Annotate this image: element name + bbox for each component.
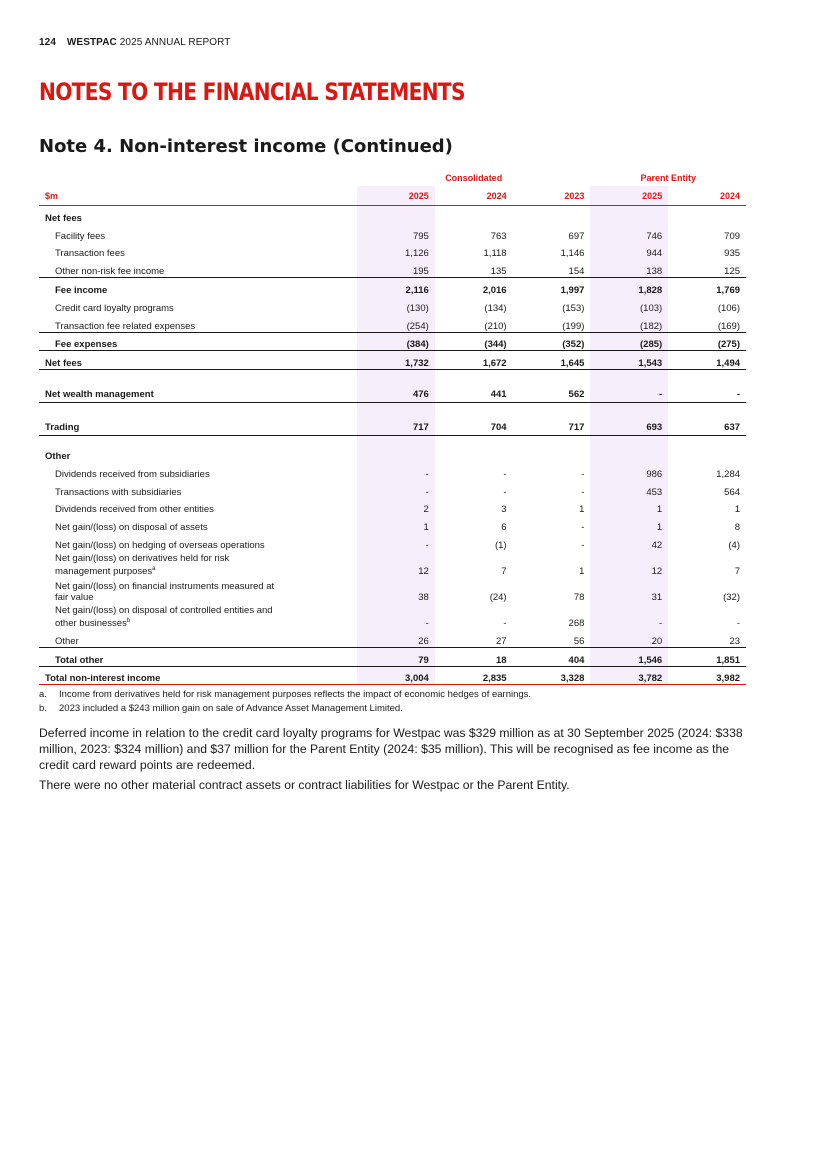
table-cell: -	[581, 522, 585, 534]
column-header: 2025	[357, 186, 435, 206]
body-paragraph: There were no other material contract assets or contract liabilities for Westpac or the Parent Entity.	[39, 778, 570, 792]
table-row-grand-total	[39, 666, 746, 685]
table-cell: 795	[357, 224, 435, 242]
table-cell: 12	[590, 551, 668, 577]
table-cell: 138	[590, 259, 668, 277]
row-label: Transaction fees	[55, 248, 125, 260]
table-cell: 7	[501, 565, 507, 577]
row-label	[39, 603, 357, 629]
table-cell: 1,732	[357, 351, 435, 370]
table-cell: (199)	[562, 320, 585, 332]
brand-name: WESTPAC	[66, 37, 117, 48]
table-cell: 3,328	[513, 666, 591, 685]
row-label: Credit card loyalty programs	[55, 302, 174, 314]
table-cell: 1,851	[668, 647, 746, 666]
table-cell: 1,146	[560, 248, 585, 260]
table-cell: 1	[579, 504, 585, 516]
table-cell: -	[503, 468, 507, 480]
table-cell: -	[581, 486, 585, 498]
table-cell: 27	[496, 635, 507, 647]
row-label-line: Net gain/(loss) on disposal of controlled entities and	[55, 604, 273, 616]
table-cell: 1,118	[483, 248, 507, 260]
table-cell: -	[581, 539, 585, 551]
footnote	[39, 702, 531, 716]
row-label: Net gain/(loss) on disposal of assets	[55, 522, 208, 534]
table-cell: 404	[513, 647, 591, 666]
table-row-total	[39, 351, 746, 370]
table-cell: 1	[357, 515, 435, 533]
table-cell: 944	[590, 242, 668, 260]
table-cell: (210)	[484, 320, 507, 332]
table-cell: 2	[357, 498, 435, 516]
table-cell: 1,284	[716, 468, 741, 480]
table-row	[39, 296, 746, 314]
row-label: Other	[45, 450, 71, 462]
table-cell: (32)	[723, 591, 741, 603]
table-cell: (134)	[484, 302, 507, 314]
table-row	[39, 314, 746, 332]
table-cell: (352)	[513, 332, 591, 351]
table-cell: (254)	[357, 314, 435, 332]
table-cell: 717	[513, 411, 591, 436]
table-cell: (384)	[357, 332, 435, 351]
row-label: Transaction fee related expenses	[55, 320, 196, 332]
table-cell: -	[581, 468, 585, 480]
table-row-total	[39, 411, 746, 436]
table-row-subtotal	[39, 332, 746, 351]
footnote-letter: b.	[39, 703, 47, 714]
table-row	[39, 206, 746, 224]
row-label-line: fair value	[55, 591, 94, 603]
group-header-consolidated: Consolidated	[445, 173, 503, 183]
table-cell: -	[668, 378, 746, 403]
footnotes	[39, 688, 531, 716]
table-row-subtotal	[39, 278, 746, 296]
table-cell: 564	[724, 486, 741, 498]
page-header	[39, 37, 231, 48]
row-label: Other	[55, 635, 79, 647]
row-label: Dividends received from subsidiaries	[55, 468, 210, 480]
table-cell: 704	[435, 411, 513, 436]
footnote-letter: a.	[39, 689, 47, 700]
table-cell: 38	[357, 577, 435, 603]
table-row	[39, 444, 746, 462]
table-row	[39, 603, 746, 629]
column-header: 2023	[513, 186, 591, 206]
row-label: Net gain/(loss) on hedging of overseas operations	[55, 539, 265, 551]
table-cell: 697	[568, 230, 585, 242]
row-label	[39, 577, 357, 603]
report-name: 2025 ANNUAL REPORT	[119, 37, 231, 48]
table-row-total	[39, 378, 746, 403]
table-cell: 935	[724, 248, 741, 260]
table-row	[39, 480, 746, 498]
table-cell: 3,004	[357, 666, 435, 685]
table-cell: 476	[357, 378, 435, 403]
table-cell: 1	[590, 515, 668, 533]
table-cell: 717	[357, 411, 435, 436]
table-cell: (103)	[590, 296, 668, 314]
table-cell: -	[357, 480, 435, 498]
row-label: Net fees	[45, 212, 82, 224]
table-cell: (24)	[489, 591, 507, 603]
table-cell: 693	[590, 411, 668, 436]
table-cell: (169)	[717, 320, 741, 332]
row-label: Transactions with subsidiaries	[55, 486, 182, 498]
column-header-units: $m	[39, 186, 357, 206]
table-cell: 7	[734, 565, 741, 577]
table-cell: 3,982	[668, 666, 746, 685]
table-row	[39, 551, 746, 577]
table-cell: 1	[590, 498, 668, 516]
table-row	[39, 533, 746, 551]
table-cell: 135	[490, 266, 507, 278]
group-header-parent-entity: Parent Entity	[640, 173, 696, 183]
table-cell: 154	[568, 266, 585, 278]
table-cell: 268	[568, 617, 585, 629]
table-cell: 1,126	[357, 242, 435, 260]
table-cell: 1	[734, 504, 741, 516]
table-cell: 1,672	[435, 351, 513, 370]
row-label-line: other businesses	[55, 617, 127, 629]
table-cell: -	[503, 617, 507, 629]
row-label	[39, 551, 357, 577]
row-label: Net fees	[39, 351, 357, 370]
table-cell: 2,016	[435, 278, 513, 296]
section-title: NOTES TO THE FINANCIAL STATEMENTS	[39, 78, 465, 106]
table-cell: 1,769	[668, 278, 746, 296]
table-cell: 986	[590, 462, 668, 480]
table-cell: 78	[573, 591, 585, 603]
table-cell: (275)	[668, 332, 746, 351]
table-row	[39, 498, 746, 516]
table-cell: 1,494	[668, 351, 746, 370]
table-cell: 3,782	[590, 666, 668, 685]
table-cell: 125	[724, 266, 741, 278]
table-cell: 1,645	[513, 351, 591, 370]
table-cell: 441	[435, 378, 513, 403]
table-cell: (106)	[717, 302, 741, 314]
table-row	[39, 259, 746, 277]
row-label-line: management purposes	[55, 565, 153, 577]
row-label: Dividends received from other entities	[55, 504, 214, 516]
row-label: Trading	[39, 411, 357, 436]
table-cell: 1,546	[590, 647, 668, 666]
footnote-text: Income from derivatives held for risk management purposes reflects the impact of economic hedges of earnings.	[59, 689, 532, 700]
table-cell: (182)	[590, 314, 668, 332]
row-label-line: Net gain/(loss) on derivatives held for risk	[55, 552, 230, 564]
row-label: Facility fees	[55, 230, 106, 242]
table-cell: (1)	[494, 539, 507, 551]
table-cell: 79	[357, 647, 435, 666]
footnote-ref: b	[126, 617, 131, 624]
table-cell: -	[590, 603, 668, 629]
body-paragraph: Deferred income in relation to the credit card loyalty programs for Westpac was $329 million as at 30 September 2025 (2024: $338 million, 2023: $324 million) and $37 million for the Parent Entity (2024: $35 million). This will be recognised as fee income as the credit card reward points are redeemed.	[39, 726, 743, 772]
footnote	[39, 688, 531, 702]
row-label: Fee income	[39, 278, 357, 296]
table-cell: 746	[590, 224, 668, 242]
table-cell: 1,997	[513, 278, 591, 296]
table-cell: 763	[490, 230, 507, 242]
table-cell: 56	[573, 635, 585, 647]
table-cell: 42	[590, 533, 668, 551]
table-row	[39, 629, 746, 647]
table-cell: -	[357, 533, 435, 551]
table-cell: -	[357, 603, 435, 629]
table-cell: -	[503, 486, 507, 498]
row-label: Total other	[39, 647, 357, 666]
table-cell: 562	[513, 378, 591, 403]
table-row	[39, 515, 746, 533]
table-cell: (344)	[435, 332, 513, 351]
row-label: Total non-interest income	[39, 666, 357, 685]
table-cell: 8	[734, 522, 741, 534]
row-label: Fee expenses	[39, 332, 357, 351]
table-cell: -	[357, 462, 435, 480]
table-row	[39, 224, 746, 242]
table-cell: 6	[501, 522, 507, 534]
row-label: Other non-risk fee income	[55, 266, 165, 278]
table-cell: 2,835	[435, 666, 513, 685]
table-cell: 1	[579, 565, 585, 577]
table-cell: (4)	[728, 539, 741, 551]
table-cell: 2,116	[357, 278, 435, 296]
table-cell: 709	[724, 230, 741, 242]
footnote-text: 2023 included a $243 million gain on sale of Advance Asset Management Limited.	[59, 703, 403, 714]
table-row	[39, 462, 746, 480]
table-cell: (285)	[590, 332, 668, 351]
table-cell: 195	[357, 259, 435, 277]
table-cell: -	[590, 378, 668, 403]
table-row	[39, 242, 746, 260]
table-cell: 12	[357, 551, 435, 577]
table-cell: 453	[590, 480, 668, 498]
table-cell: 18	[435, 647, 513, 666]
table-cell: -	[736, 617, 741, 629]
table-cell: (130)	[357, 296, 435, 314]
footnote-ref: a	[152, 565, 156, 572]
table-row-subtotal	[39, 647, 746, 666]
table-cell: 26	[357, 629, 435, 647]
non-interest-income-table	[39, 168, 746, 685]
table-cell: 31	[590, 577, 668, 603]
row-label-line: Net gain/(loss) on financial instruments measured at	[55, 580, 275, 592]
column-header: 2024	[668, 186, 746, 206]
table-cell: 20	[590, 629, 668, 647]
table-cell: 637	[668, 411, 746, 436]
note-title: Note 4. Non-interest income (Continued)	[39, 136, 453, 157]
table-cell: 3	[501, 504, 507, 516]
table-row	[39, 577, 746, 603]
page-number: 124	[39, 37, 56, 48]
row-label: Net wealth management	[39, 378, 357, 403]
table-cell: 1,828	[590, 278, 668, 296]
table-cell: 23	[729, 635, 741, 647]
column-header: 2025	[590, 186, 668, 206]
column-header: 2024	[435, 186, 513, 206]
table-cell: 1,543	[590, 351, 668, 370]
table-cell: (153)	[562, 302, 585, 314]
